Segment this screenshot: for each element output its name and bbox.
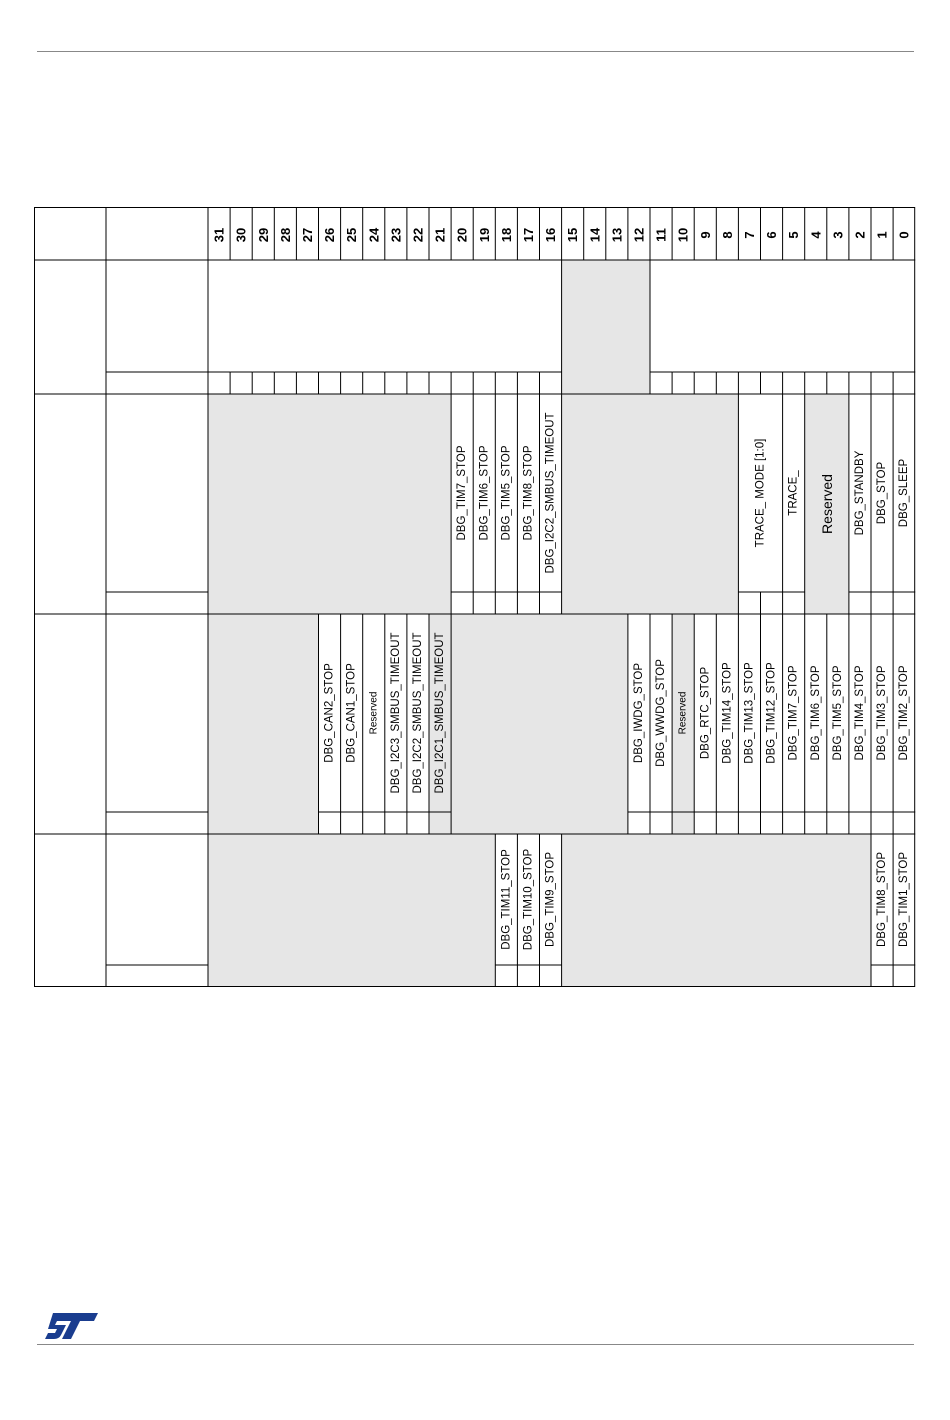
reserved-region [208, 834, 495, 987]
field-label-reserved: Reserved [818, 474, 835, 534]
footer-rule [37, 1344, 914, 1345]
field-label-trace: TRACE_ [787, 470, 800, 516]
field-label-dbg-i2c3-smbus-timeout: DBG_I2C3_SMBUS_TIMEOUT [389, 632, 402, 794]
bit-number-29: 29 [255, 227, 271, 243]
header-rule [37, 51, 914, 52]
bit-number-12: 12 [631, 227, 647, 243]
bit-number-21: 21 [432, 227, 448, 243]
field-label-dbg-rtc-stop: DBG_RTC_STOP [699, 666, 712, 760]
bit-number-30: 30 [233, 227, 249, 243]
reserved-region [562, 394, 739, 614]
field-label-dbg-tim10-stop: DBG_TIM10_STOP [522, 848, 535, 951]
field-label-dbg-tim6-stop: DBG_TIM6_STOP [809, 665, 822, 761]
register-map-svg [34, 207, 919, 990]
bit-number-18: 18 [498, 227, 514, 243]
reserved-region [562, 260, 650, 394]
bit-number-0: 0 [896, 231, 912, 239]
field-label-dbg-tim5-stop: DBG_TIM5_STOP [500, 445, 513, 541]
bit-number-27: 27 [299, 227, 315, 243]
bit-number-16: 16 [543, 227, 559, 243]
bit-number-20: 20 [454, 227, 470, 243]
field-label-dbg-tim9-stop: DBG_TIM9_STOP [544, 851, 557, 948]
field-label-dbg-iwdg-stop: DBG_IWDG_STOP [632, 662, 645, 764]
field-label-dbg-i2c2-smbus-timeout: DBG_I2C2_SMBUS_TIMEOUT [544, 412, 557, 574]
field-label-dbg-sleep: DBG_SLEEP [898, 458, 911, 528]
field-label-dbg-wwdg-stop: DBG_WWDG_STOP [655, 659, 668, 767]
field-label-dbg-tim3-stop: DBG_TIM3_STOP [876, 665, 889, 761]
field-label-dbg-tim8-stop: DBG_TIM8_STOP [876, 851, 889, 948]
field-label-dbg-tim1-stop: DBG_TIM1_STOP [898, 851, 911, 948]
field-label-dbg-tim8-stop: DBG_TIM8_STOP [522, 445, 535, 541]
field-label-dbg-tim5-stop: DBG_TIM5_STOP [831, 665, 844, 761]
bit-number-15: 15 [565, 227, 581, 243]
field-label-dbg-stop: DBG_STOP [876, 461, 889, 525]
field-label-dbg-tim14-stop: DBG_TIM14_STOP [721, 662, 734, 764]
bit-number-23: 23 [388, 227, 404, 243]
field-label-dbg-tim12-stop: DBG_TIM12_STOP [765, 662, 778, 764]
bit-number-25: 25 [344, 227, 360, 243]
bit-number-11: 11 [653, 228, 669, 242]
bit-number-4: 4 [808, 231, 824, 239]
register-map-table [34, 207, 919, 990]
field-label-dbg-standby: DBG_STANDBY [853, 450, 866, 536]
reserved-region [208, 614, 319, 834]
field-label-reserved: Reserved [368, 691, 380, 735]
field-label-dbg-tim11-stop: DBG_TIM11_STOP [500, 849, 513, 950]
bit-number-22: 22 [410, 227, 426, 243]
field-label-dbg-i2c2-smbus-timeout: DBG_I2C2_SMBUS_TIMEOUT [411, 632, 424, 794]
bit-number-9: 9 [697, 231, 713, 239]
bit-number-24: 24 [366, 227, 382, 243]
field-label-dbg-tim7-stop: DBG_TIM7_STOP [456, 445, 469, 541]
bit-number-26: 26 [322, 227, 338, 243]
field-label-dbg-tim4-stop: DBG_TIM4_STOP [853, 665, 866, 761]
bit-number-17: 17 [520, 227, 536, 243]
bit-number-13: 13 [609, 227, 625, 243]
bit-number-10: 10 [675, 227, 691, 243]
field-label-dbg-can2-stop: DBG_CAN2_STOP [323, 663, 336, 763]
field-label-reserved: Reserved [677, 691, 689, 735]
bit-number-5: 5 [786, 231, 802, 239]
bit-number-7: 7 [741, 231, 757, 239]
field-label-dbg-tim2-stop: DBG_TIM2_STOP [898, 665, 911, 761]
bit-number-3: 3 [830, 231, 846, 239]
bit-number-31: 31 [211, 227, 227, 243]
field-label-dbg-tim13-stop: DBG_TIM13_STOP [743, 662, 756, 764]
bit-number-1: 1 [874, 231, 890, 239]
field-label-trace-mode-1-0: TRACE_ MODE [1:0] [754, 438, 767, 548]
bit-number-6: 6 [764, 231, 780, 239]
reserved-region [562, 834, 871, 987]
st-logo [44, 1311, 100, 1341]
field-label-dbg-can1-stop: DBG_CAN1_STOP [345, 663, 358, 763]
bit-number-2: 2 [852, 231, 868, 239]
bit-number-19: 19 [476, 227, 492, 243]
reserved-region [208, 394, 451, 614]
field-label-dbg-i2c1-smbus-timeout: DBG_I2C1_SMBUS_TIMEOUT [434, 632, 447, 794]
bit-number-28: 28 [277, 227, 293, 243]
bit-number-8: 8 [719, 231, 735, 239]
bit-number-14: 14 [587, 227, 603, 243]
field-label-dbg-tim6-stop: DBG_TIM6_STOP [478, 445, 491, 541]
field-label-dbg-tim7-stop: DBG_TIM7_STOP [787, 665, 800, 761]
reserved-region [451, 614, 628, 834]
